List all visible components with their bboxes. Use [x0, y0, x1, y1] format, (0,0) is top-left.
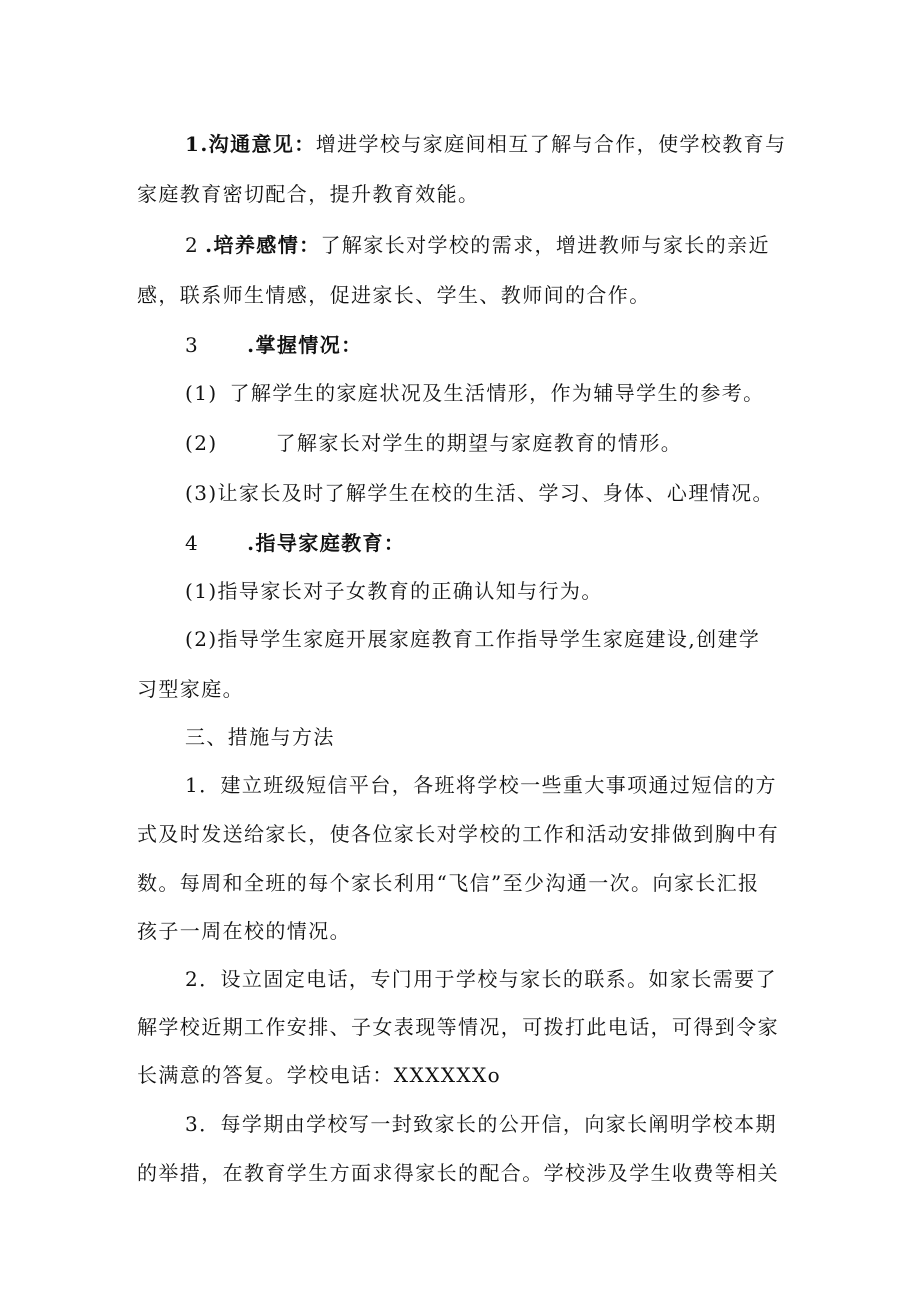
p3-item-1 [185, 380, 765, 406]
paragraph-3-heading [185, 332, 363, 358]
p4-item-2 [185, 626, 760, 652]
measure-2-line-3: 长满意的答复。学校电话：XXXXXXo [137, 1063, 502, 1087]
heading-cultivate-feelings: .培养感情： [205, 233, 321, 257]
heading-grasp-situation: .掌握情况： [247, 333, 363, 357]
p3-item-2-number: (2) [185, 431, 218, 455]
p4-item-2-number: (2) [185, 627, 218, 651]
section-title: 三、措施与方法 [185, 725, 335, 749]
paragraph-3-number: 3 [185, 333, 200, 357]
heading-guide-family-education: .指导家庭教育： [247, 531, 406, 555]
heading-communication: 1.沟通意见： [185, 132, 316, 156]
measure-3-line-2: 的举措，在教育学生方面求得家长的配合。学校涉及学生收费等相关 [137, 1161, 779, 1185]
paragraph-1-line-1 [185, 131, 787, 157]
p3-item-3-text: 让家长及时了解学生在校的生活、学习、身体、心理情况。 [217, 481, 774, 505]
measure-1-line-4: 孩子一周在校的情况。 [137, 919, 351, 943]
measure-1-line-3: 数。每周和全班的每个家长利用“飞信”至少沟通一次。向家长汇报 [137, 871, 760, 895]
measure-1-line-1: 1．建立班级短信平台，各班将学校一些重大事项通过短信的方 [185, 773, 777, 797]
p3-item-2-text: 了解家长对学生的期望与家庭教育的情形。 [275, 431, 683, 455]
p3-item-3-number: (3) [185, 481, 218, 505]
paragraph-2-line-1 [185, 232, 770, 258]
paragraph-2-line-2: 感，联系师生情感，促进家长、学生、教师间的合作。 [137, 283, 651, 307]
p4-item-1 [185, 578, 603, 604]
p3-item-3 [185, 480, 774, 506]
p4-item-1-number: (1) [185, 579, 218, 603]
paragraph-4-number: 4 [185, 531, 200, 555]
paragraph-2-text: 了解家长对学校的需求，增进教师与家长的亲近 [320, 233, 770, 257]
paragraph-2-number: 2 [185, 233, 200, 257]
measure-1-line-2: 式及时发送给家长，使各位家长对学校的工作和活动安排做到胸中有 [137, 822, 779, 846]
p4-item-1-text: 指导家长对子女教育的正确认知与行为。 [217, 579, 603, 603]
p4-item-2-continuation: 习型家庭。 [137, 677, 244, 701]
p3-item-1-text: 了解学生的家庭状况及生活情形，作为辅导学生的参考。 [229, 381, 765, 405]
paragraph-4-heading [185, 530, 405, 556]
paragraph-1-line-2: 家庭教育密切配合，提升教育效能。 [137, 182, 480, 206]
p3-item-1-number: (1) [185, 381, 218, 405]
p4-item-2-text: 指导学生家庭开展家庭教育工作指导学生家庭建设,创建学 [217, 627, 761, 651]
paragraph-1-text: 增进学校与家庭间相互了解与合作，使学校教育与 [315, 132, 787, 156]
measure-2-line-1: 2．设立固定电话，专门用于学校与家长的联系。如家长需要了 [185, 967, 777, 991]
measure-2-line-2: 解学校近期工作安排、子女表现等情况，可拨打此电话，可得到令家 [137, 1015, 779, 1039]
measure-3-line-1: 3．每学期由学校写一封致家长的公开信，向家长阐明学校本期 [185, 1112, 777, 1136]
p3-item-2 [185, 430, 682, 456]
